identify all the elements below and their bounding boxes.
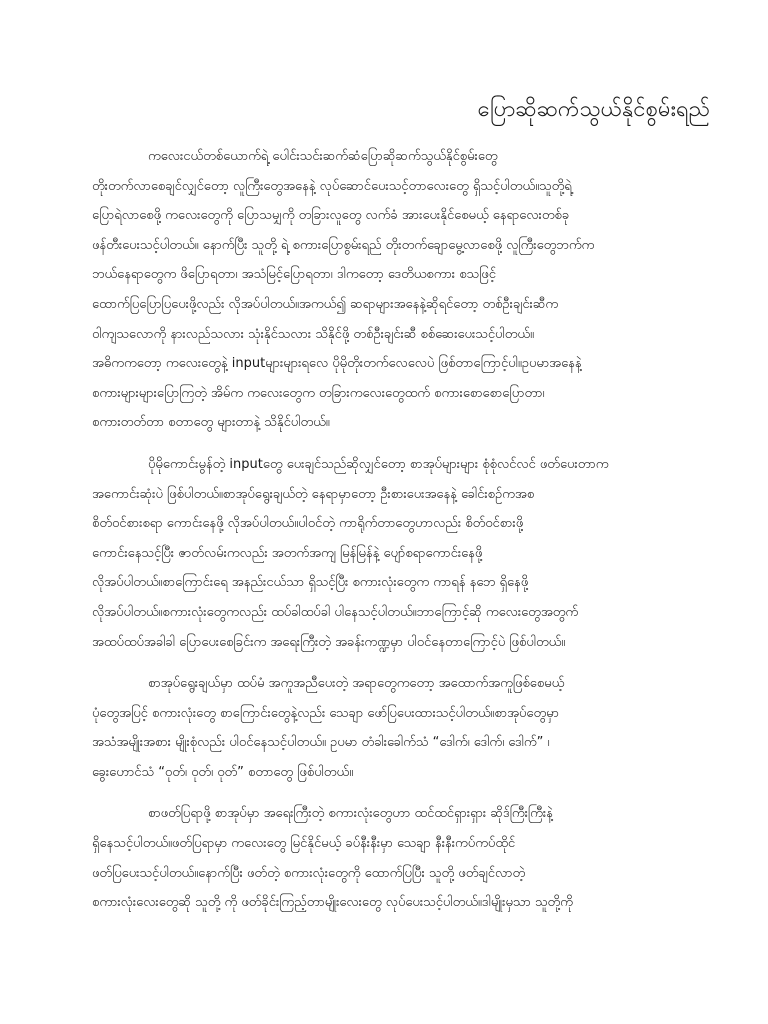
text-line: အသံအမျိုးအစား မျိုးစုံလည်း ပါဝင်နေသင့်ပါတယ်။ ဥပမာ တံခါးခေါက်သံ “ဒေါက်၊ ဒေါက်၊ ဒေါက်” ၊ [92, 735, 550, 751]
text-line: စာဖတ်ပြရာဖို့ စာအုပ်မှာ အရေးကြီးတဲ့ စကားလုံးတွေဟာ ထင်ထင်ရှားရှား ဆိုဒ်ကြီးကြီးနဲ့ [148, 806, 553, 822]
text-line: အထပ်ထပ်အခါခါ ပြောပေးစေခြင်းက အရေးကြီးတဲ့ အခန်းကဏ္ဍမှာ ပါဝင်နေတာကြောင့်ပဲ ဖြစ်ပါတယ်။ [92, 634, 566, 650]
paragraph [92, 450, 692, 657]
text-line: ဝါကျသလောကို နားလည်သလား သုံးနိုင်သလား သိနိုင်ဖို့ တစ်ဦးချင်းဆီ စစ်ဆေးပေးသင့်ပါတယ်။ [92, 326, 534, 342]
text-line: ကောင်းနေသင့်ပြီး ဇာတ်လမ်းကလည်း အတက်အကျ မြန်မြန်နဲ့ ပျော်စရာကောင်းနေဖို့ [92, 545, 483, 561]
text-line: အကောင်းဆုံးပဲ ဖြစ်ပါတယ်။စာအုပ်ရွေးချယ်တဲ့ နေရာမှာတော့ ဦးစားပေးအနေနဲ့ ခေါင်းစဉ်ကအစ [92, 486, 535, 502]
text-line: ပိုမိုကောင်းမွန်တဲ့ inputတွေ ပေးချင်သည်ဆိုလျှင်တော့ စာအုပ်များများ စုံစုံလင်လင် ဖတ်ပေးတာက [148, 456, 609, 472]
text-line: လိုအပ်ပါတယ်။စကားလုံးတွေကလည်း ထပ်ခါထပ်ခါ ပါနေသင့်ပါတယ်။ဘာကြောင့်ဆို ကလေးတွေအတွက် [92, 604, 579, 620]
text-line: ပုံတွေအပြင့် စကားလုံးတွေ စာကြောင်းတွေနဲ့လည်း သေချာ ဖော်ပြပေးထားသင့်ပါတယ်။စာအုပ်တွေမှာ [92, 705, 559, 721]
text-line: ဘယ်နေရာတွေက ဖိပြောရတာ၊ အသံမြင့်ပြောရတာ၊ ဒါကတော့ ဒေတိယစကား စသဖြင့် [92, 267, 496, 283]
paragraph [92, 799, 692, 917]
text-line: ဖတ်ပြပေးသင့်ပါတယ်။နောက်ပြီး ဖတ်တဲ့ စကားလုံးတွေကို ထောက်ပြပြီး သူတို့ ဖတ်ချင်လာတဲ့ [92, 865, 526, 881]
text-line: စကားများများပြောကြတဲ့ အိမ်က ကလေးတွေက တခြားကလေးတွေထက် စကားစောစောပြောတာ၊ [92, 385, 545, 401]
paragraph [92, 669, 692, 787]
text-line: အဓိကကတော့ ကလေးတွေနဲ့ inputများများရလေ ပိုမိုတိုးတက်လေလေပဲ ဖြစ်တာကြောင့်ပါ။ဥပမာအနေနဲ့ [92, 356, 582, 372]
document-title: ပြောဆိုဆက်သွယ်နိုင်စွမ်းရည် [477, 97, 710, 122]
text-line: ခွေးဟောင်သံ “ဝုတ်၊ ဝုတ်၊ ဝုတ်” စတာတွေ ဖြစ်ပါတယ်။ [92, 764, 354, 780]
text-line: ရှိနေသင့်ပါတယ်။ဖတ်ပြရာမှာ ကလေးတွေ မြင်နိုင်မယ့် ခပ်နီးနီးမှာ သေချာ နီးနီးကပ်ကပ်ထိုင် [92, 836, 516, 852]
text-line: ပြောရဲလာစေဖို့ ကလေးတွေကို ပြောသမျှကို တခြားလူတွေ လက်ခံ အားပေးနိုင်စေမယ့် နေရာလေးတစ်ခု [92, 208, 570, 224]
text-line: လိုအပ်ပါတယ်။စာကြောင်းရေ အနည်းငယ်သာ ရှိသင့်ပြီး စကားလုံးတွေက ကာရန် နဘေ ရှိနေဖို့ [92, 575, 529, 591]
paragraph [92, 142, 692, 438]
text-line: ဖန်တီးပေးသင့်ပါတယ်။ နောက်ပြီး သူတို့ ရဲ့ စကားပြောစွမ်းရည် တိုးတက်ချောမွေ့လာစေဖို့ လူကြီးတွေဘက်က [92, 237, 595, 253]
text-line: ကလေးငယ်တစ်ယောက်ရဲ့ ပေါင်းသင်းဆက်ဆံပြောဆိုဆက်သွယ်နိုင်စွမ်းတွေ [148, 149, 498, 164]
text-line: ထောက်ပြပြောပြပေးဖို့လည်း လိုအပ်ပါတယ်။အကယ်၍ ဆရာများအနေနဲ့ဆိုရင်တော့ တစ်ဦးချင်းဆီက [92, 296, 559, 312]
text-line: တိုးတက်လာစေချင်လျှင်တော့ လူကြီးတွေအနေနဲ့ လုပ်ဆောင်ပေးသင့်တာလေးတွေ ရှိသင့်ပါတယ်။သူတို့ရဲ့ [92, 178, 572, 194]
document-body [92, 142, 692, 930]
text-line: စကားတတ်တာ စတာတွေ များတာနဲ့ သိနိုင်ပါတယ်။ [92, 415, 330, 431]
text-line: စာအုပ်ရွေးချယ်မှာ ထပ်မံ အကူအညီပေးတဲ့ အရာတွေကတော့ အထောက်အကူဖြစ်စေမယ့် [148, 676, 565, 692]
text-line: စိတ်ဝင်စားစရာ ကောင်းနေဖို့ လိုအပ်ပါတယ်။ပါဝင်တဲ့ ကာရိုက်တာတွေဟာလည်း စိတ်ဝင်စားဖို့ [92, 516, 524, 532]
text-line: စကားလုံးလေးတွေဆို သူတို့ ကို ဖတ်ခိုင်းကြည့်တာမျိုးလေးတွေ လုပ်ပေးသင့်ပါတယ်။ဒါမျိုးမှသာ သူတို့ကို [92, 895, 573, 911]
